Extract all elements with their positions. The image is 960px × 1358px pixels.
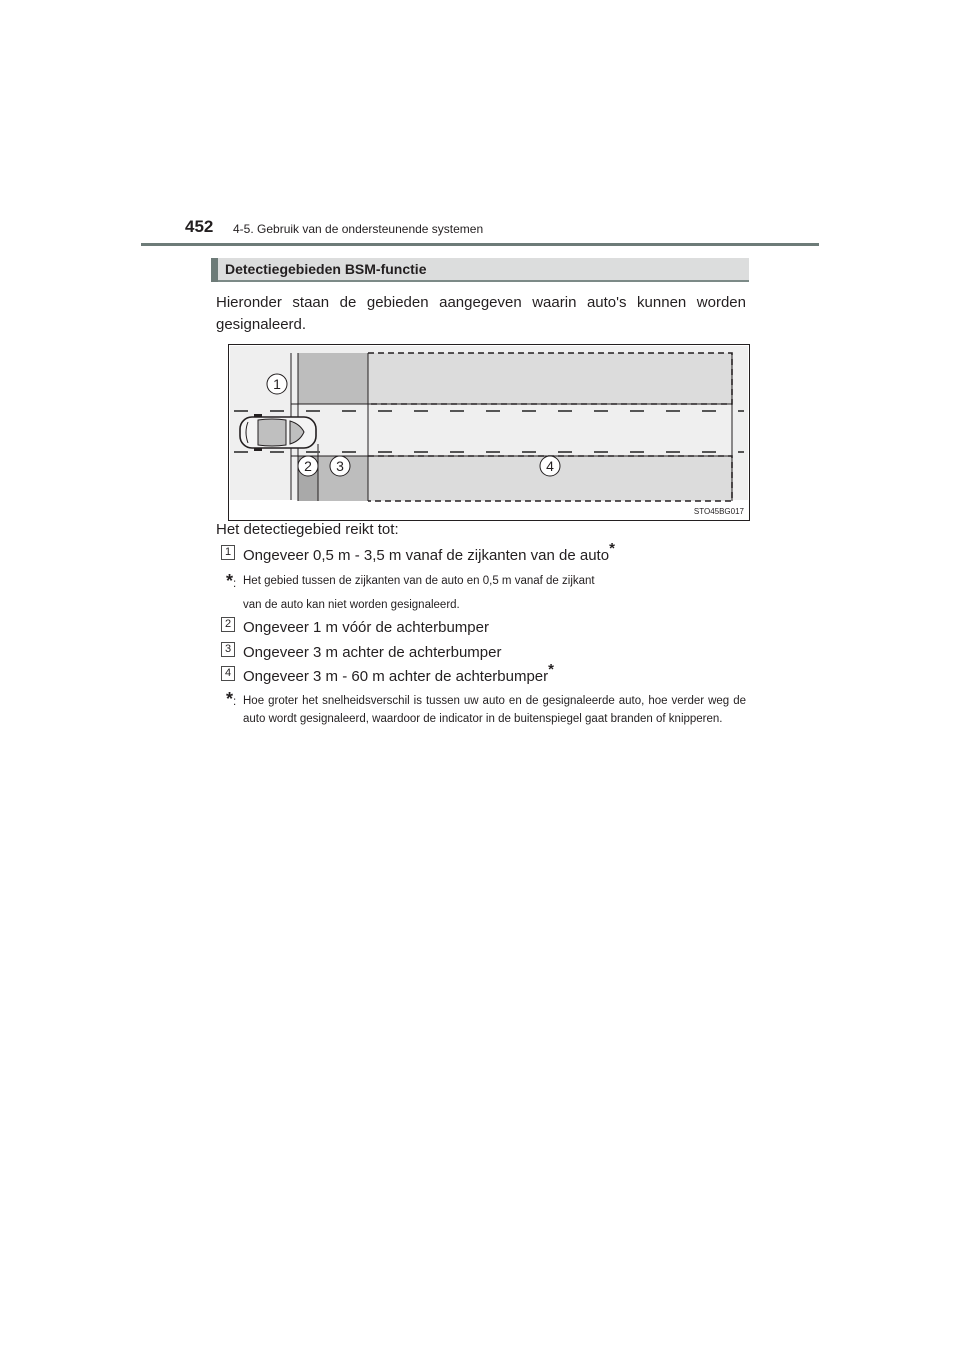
area-1-far <box>368 353 732 404</box>
heading-text: Detectiegebieden BSM-functie <box>225 261 427 277</box>
callout-3-label: 3 <box>336 458 344 474</box>
figure-code: STO45BG017 <box>693 507 744 516</box>
item-1-number: 1 <box>221 545 235 560</box>
intro-paragraph: Hieronder staan de gebieden aangegeven waarin auto's kunnen worden gesignaleerd. <box>216 294 746 333</box>
item-1-star: * <box>609 540 615 557</box>
item-2-text: Ongeveer 1 m vóór de achterbumper <box>243 619 489 636</box>
callout-2 <box>298 456 318 476</box>
callout-1-label: 1 <box>273 376 281 392</box>
item-4-number: 4 <box>221 666 235 681</box>
header-rule <box>141 243 819 246</box>
detection-area-diagram <box>228 344 750 521</box>
note-2-star: * <box>226 689 234 709</box>
item-4-text <box>243 661 554 685</box>
note-1-line-2: van de auto kan niet worden gesignaleerd. <box>243 599 460 611</box>
item-2-number: 2 <box>221 617 235 632</box>
callout-4-label: 4 <box>546 458 554 474</box>
note-2-marker <box>226 689 236 711</box>
item-4-star: * <box>548 661 554 678</box>
note-1-colon: : <box>233 578 237 590</box>
area-1-near <box>298 353 368 404</box>
reach-label: Het detectiegebied reikt tot: <box>216 521 399 538</box>
note-2-text: Hoe groter het snelheidsverschil is tussen uw auto en de gesignaleerde auto, hoe verder weg de auto wordt gesignaleerd, waardoor de indicator in de buitenspiegel gaat branden of knipperen. <box>243 695 746 725</box>
note-2-colon: : <box>233 696 237 708</box>
note-1 <box>226 571 236 593</box>
car-icon <box>240 414 316 451</box>
item-4-label: Ongeveer 3 m - 60 m achter de achterbumper <box>243 668 549 685</box>
item-3-number: 3 <box>221 642 235 657</box>
item-1-text <box>243 540 615 564</box>
section-heading <box>211 258 749 282</box>
item-1-label: Ongeveer 0,5 m - 3,5 m vanaf de zijkanten van de auto <box>243 547 610 564</box>
section-title: 4-5. Gebruik van de ondersteunende systemen <box>233 222 484 236</box>
item-3-text: Ongeveer 3 m achter de achterbumper <box>243 644 502 661</box>
note-1-line-1: Het gebied tussen de zijkanten van de auto en 0,5 m vanaf de zijkant <box>243 575 595 587</box>
page-number: 452 <box>185 217 214 236</box>
heading-marker <box>211 258 218 282</box>
callout-2-label: 2 <box>304 458 312 474</box>
callout-1 <box>267 374 287 394</box>
note-1-star: * <box>226 571 234 591</box>
callout-3 <box>330 456 350 476</box>
callout-4 <box>540 456 560 476</box>
